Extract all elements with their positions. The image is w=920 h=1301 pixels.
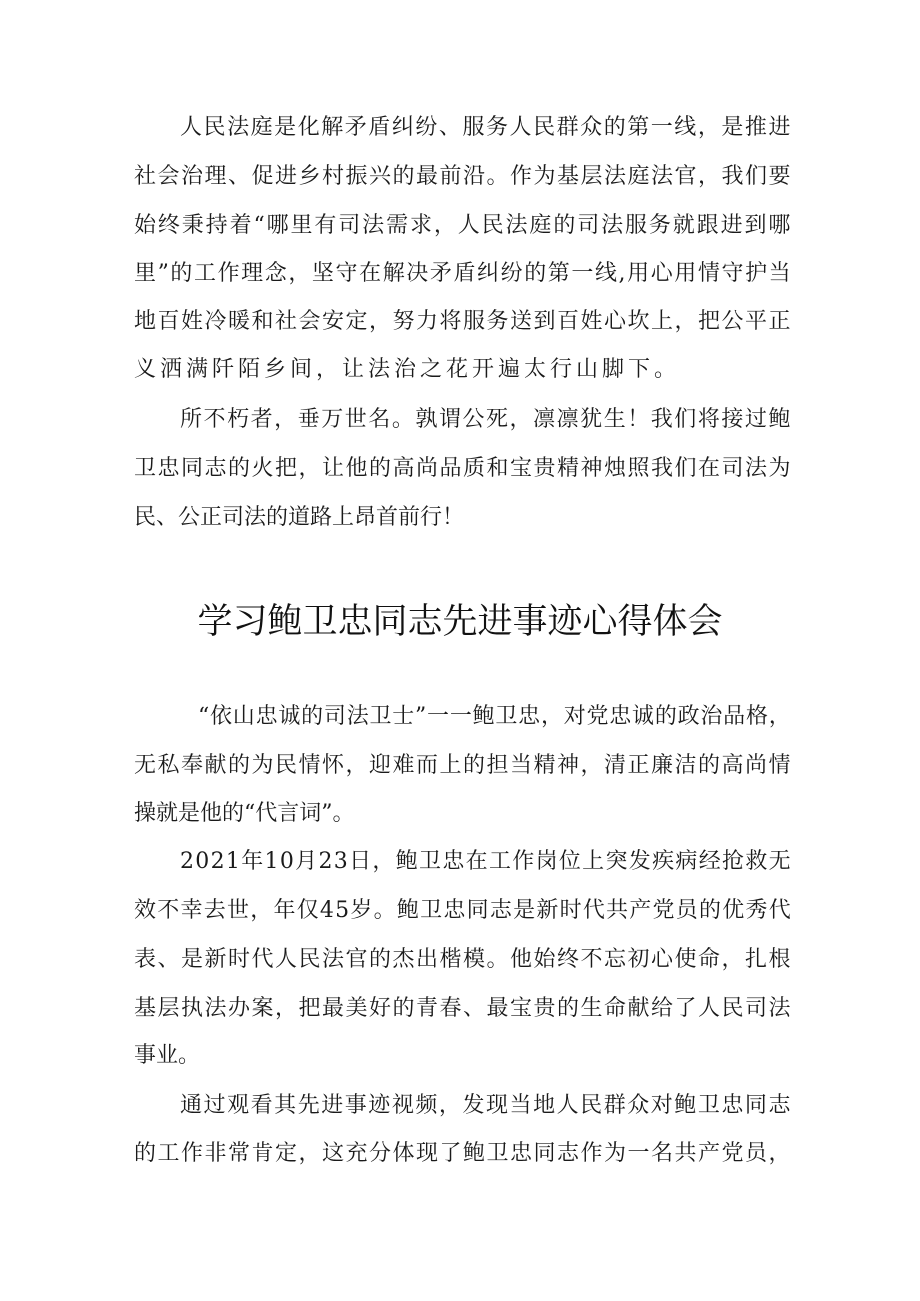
paragraph-line: 民、公正司法的道路上昂首前行！	[134, 505, 465, 530]
paragraph-line: 社会治理、促进乡村振兴的最前沿。作为基层法庭法官，我们要	[134, 164, 793, 189]
paragraph-line: 无私奉献的为民情怀，迎难而上的担当精神，清正廉洁的高尚情	[134, 753, 793, 778]
paragraph-line: 卫忠同志的火把，让他的高尚品质和宝贵精神烛照我们在司法为	[134, 456, 793, 481]
paragraph-line: 事业。	[134, 1043, 201, 1068]
paragraph-line: 始终秉持着“哪里有司法需求，人民法庭的司法服务就跟进到哪	[134, 213, 793, 238]
paragraph-line: 里”的工作理念，坚守在解决矛盾纠纷的第一线,用心用情守护当	[134, 261, 793, 286]
article-title: 学习鲍卫忠同志先进事迹心得体会	[197, 602, 723, 642]
paragraph-line: 所不朽者，垂万世名。孰谓公死，凛凛犹生！我们将接过鲍	[180, 407, 793, 432]
paragraph-line: 2021年10月23日，鲍卫忠在工作岗位上突发疾病经抢救无	[180, 849, 792, 874]
paragraph-line: 的工作非常肯定，这充分体现了鲍卫忠同志作为一名共产党员，	[134, 1141, 793, 1166]
paragraph-line: 基层执法办案，把最美好的青春、最宝贵的生命献给了人民司法	[134, 996, 793, 1021]
paragraph-line: “依山忠诚的司法卫士”一一鲍卫忠，对党忠诚的政治品格，	[198, 704, 792, 729]
paragraph-line: 表、是新时代人民法官的杰出楷模。他始终不忘初心使命，扎根	[134, 947, 793, 972]
paragraph-line: 义洒满阡陌乡间，让法治之花开遍太行山脚下。	[134, 357, 681, 382]
paragraph-line: 通过观看其先进事迹视频，发现当地人民群众对鲍卫忠同志	[180, 1093, 793, 1118]
paragraph-line: 地百姓冷暖和社会安定，努力将服务送到百姓心坎上，把公平正	[134, 309, 793, 334]
paragraph-line: 效不幸去世，年仅45岁。鲍卫忠同志是新时代共产党员的优秀代	[134, 898, 792, 923]
paragraph-line: 操就是他的“代言词”。	[134, 801, 355, 826]
paragraph-line: 人民法庭是化解矛盾纠纷、服务人民群众的第一线，是推进	[180, 115, 793, 140]
